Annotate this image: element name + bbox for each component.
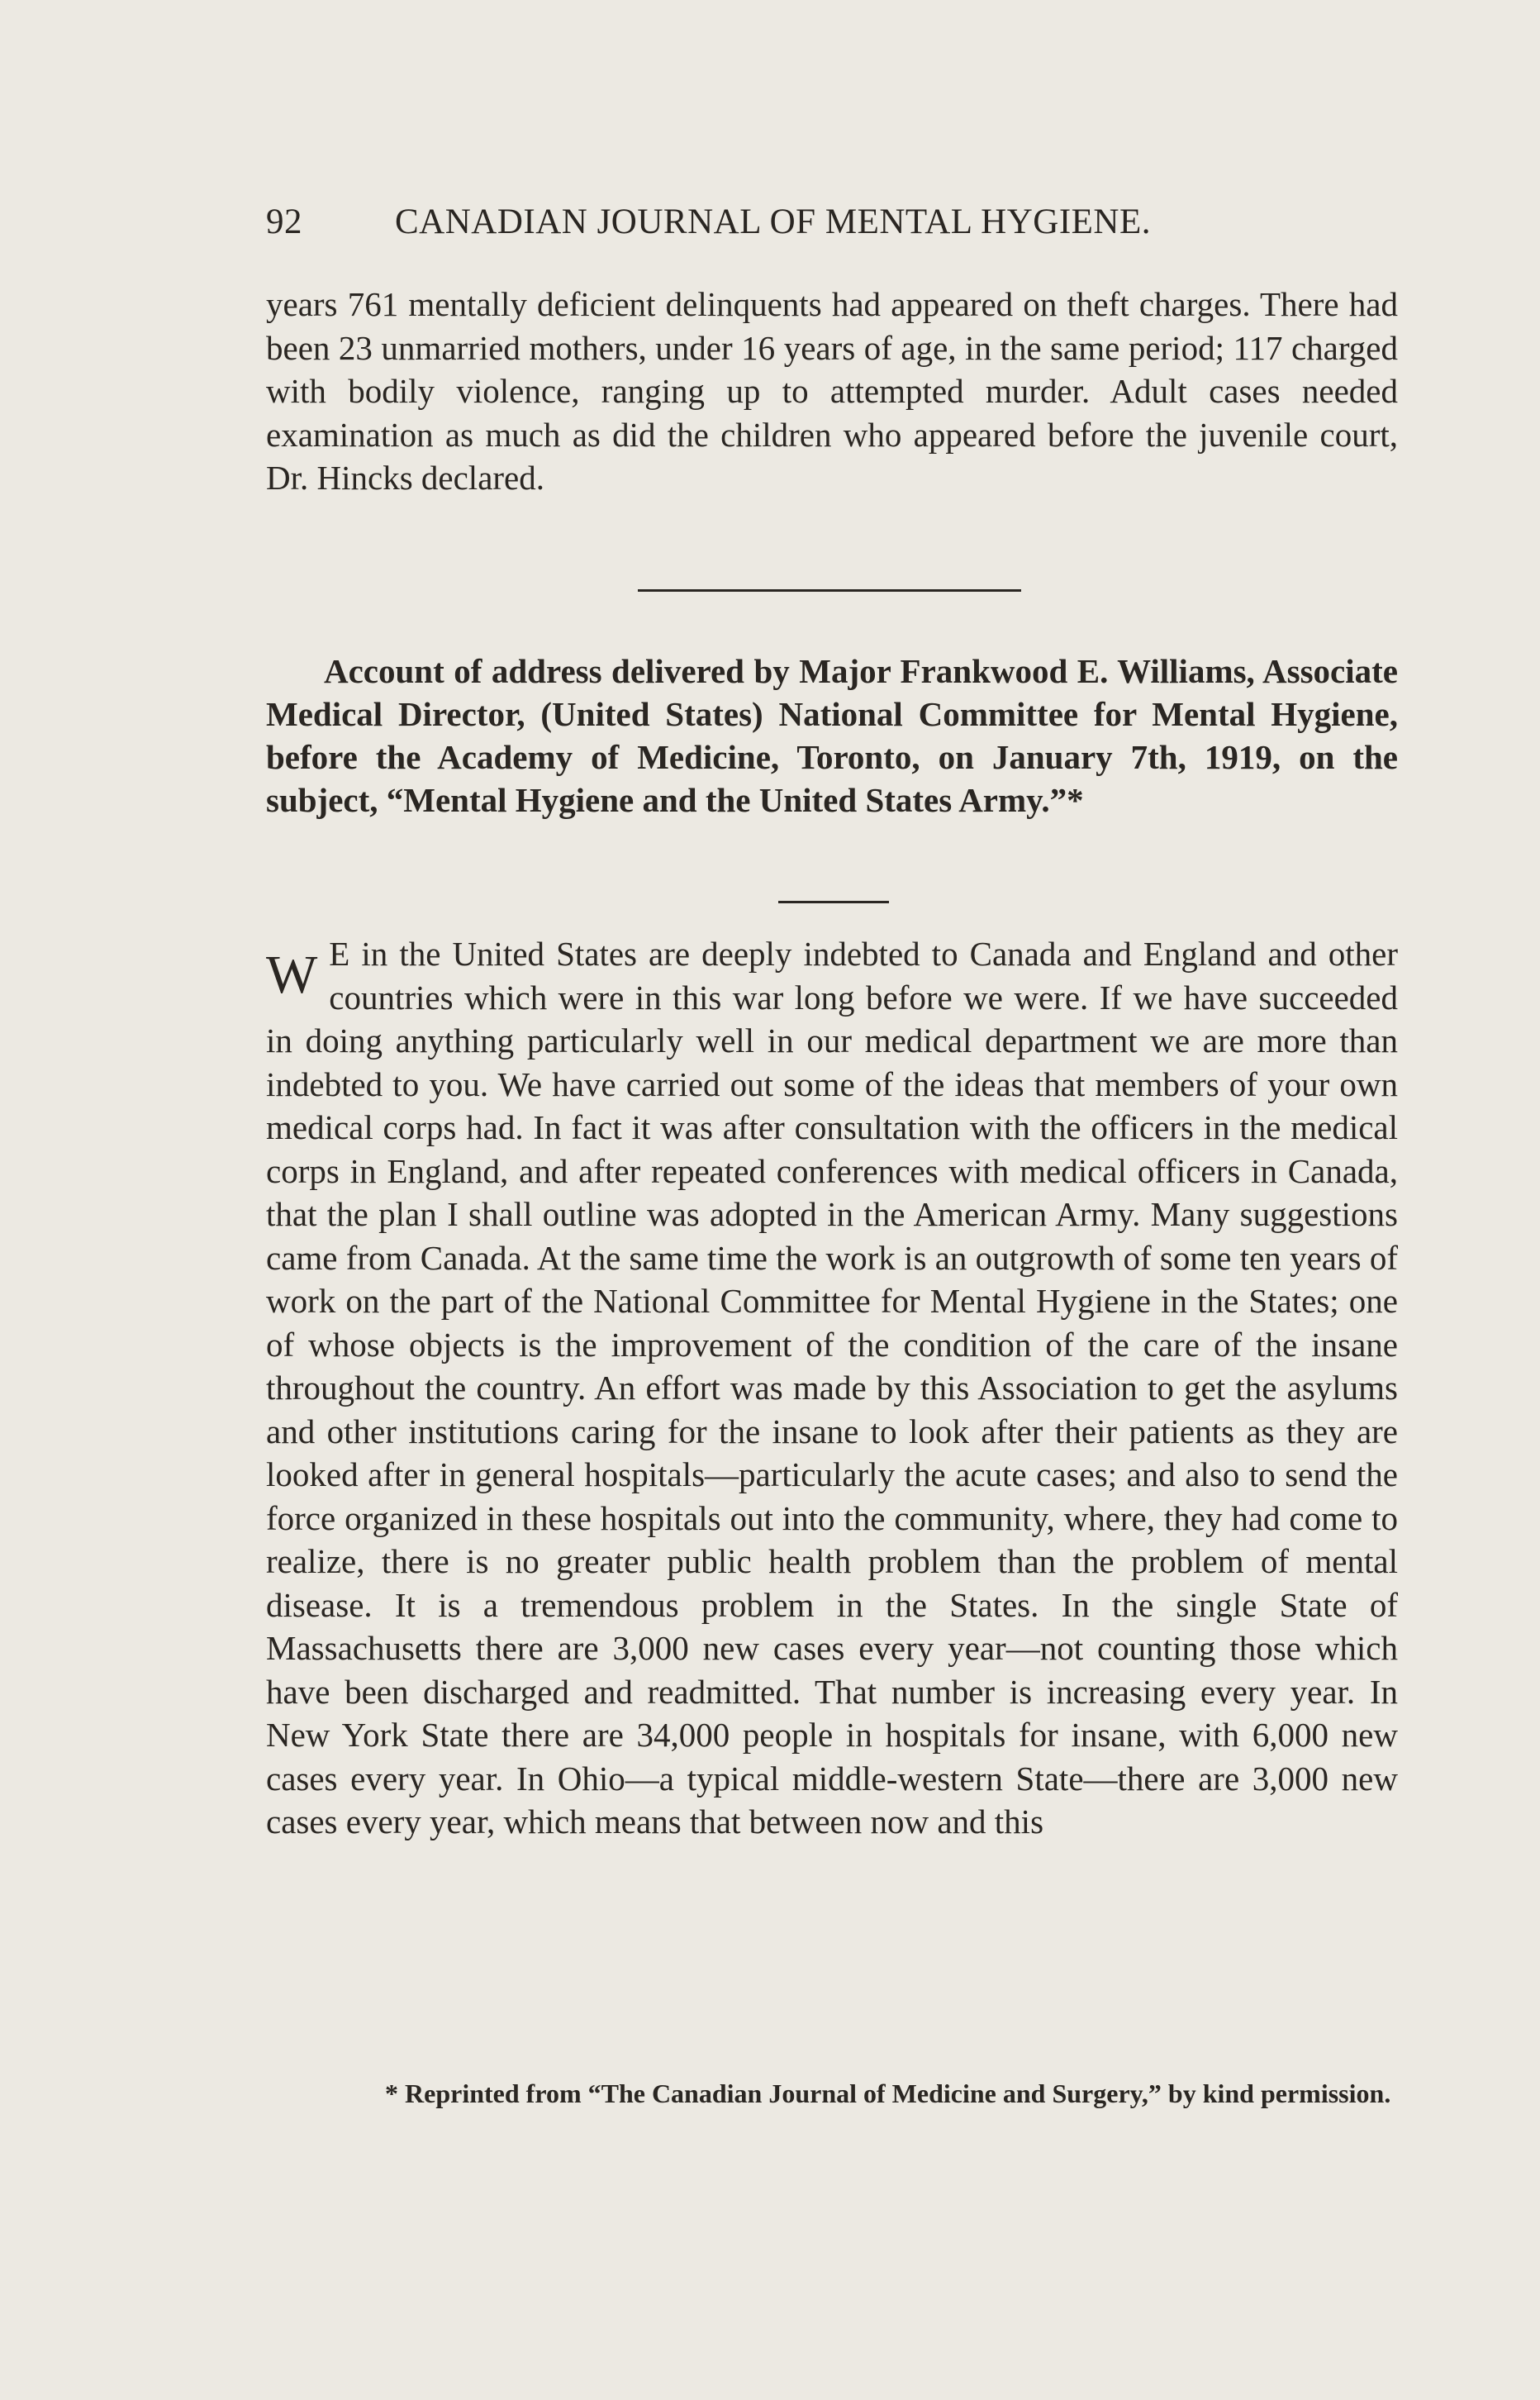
footnote — [266, 2077, 1398, 2110]
running-header — [266, 202, 1398, 242]
intro-paragraph: years 761 mentally deficient delinquents had appeared on theft charges. There had been 23 unmarried mothers, under 16 years of age, in the same period; 117 charged with bodily violence, ranging up to attempted murder. Adult cases needed examination as much as did the children who appeared before the juvenile court, Dr. Hincks declared. — [266, 285, 1398, 497]
footnote-text: * Reprinted from “The Canadian Journal of Medicine and Surgery,” by kind permission. — [385, 2079, 1391, 2108]
drop-cap: W — [266, 945, 318, 1005]
section-divider — [638, 589, 1021, 592]
journal-title: CANADIAN JOURNAL OF MENTAL HYGIENE. — [395, 202, 1151, 241]
page-number: 92 — [266, 202, 302, 241]
body-paragraph — [266, 932, 1398, 1844]
heading-divider — [778, 901, 889, 903]
document-page — [266, 0, 1398, 2400]
account-heading: Account of address delivered by Major Frankwood E. Williams, Associate Medical Director, (United States) National Committee for Mental Hygiene, before the Academy of Medicine, Toronto, on January 7th, 1919, on the subject, “Mental Hygiene and the United States Army.”* — [266, 652, 1398, 819]
body-text: E in the United States are deeply indebted to Canada and England and other countries which were in this war long before we were. If we have succeeded in doing anything particularly well in our medical department we are more than indebted to you. We have carried out some of the ideas that members of your own medical corps had. In fact it was after consultation with the officers in the medical corps in England, and after repeated conferences with medical officers in Canada, that the plan I shall outline was adopted in the American Army. Many suggestions came from Canada. At the same time the work is an outgrowth of some ten years of work on the part of the National Committee for Mental Hygiene in the States; one of whose objects is the improvement of the condition of the care of the insane throughout the country. An effort was made by this Association to get the asylums and other institutions caring for the insane to look after their patients as they are looked after in general hospitals—particularly the acute cases; and also to send the force organized in these hospitals out into the community, where, they had come to realize, there is no greater public health problem than the problem of mental disease. It is a tremendous problem in the States. In the single State of Massachusetts there are 3,000 new cases every year—not counting those which have been discharged and readmitted. That number is increasing every year. In New York State there are 34,000 people in hospitals for insane, with 6,000 new cases every year. In Ohio—a typical middle-western State—there are 3,000 new cases every year, which means that between now and this — [266, 935, 1398, 1840]
